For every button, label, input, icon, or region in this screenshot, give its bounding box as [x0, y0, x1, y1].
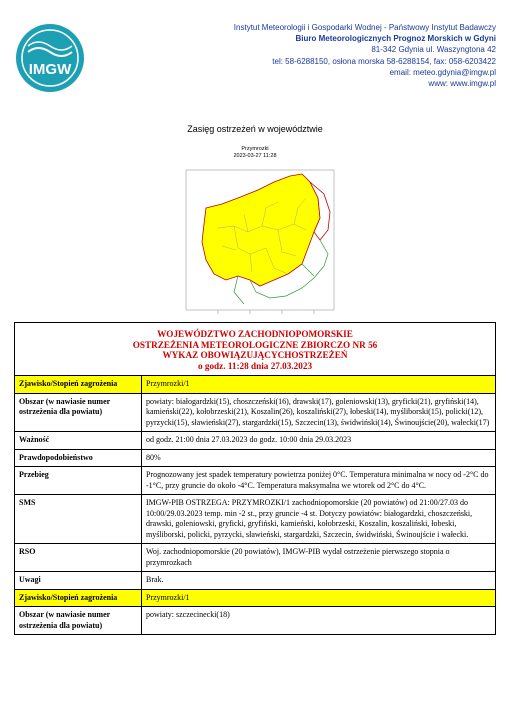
map-section-title: Zasięg ostrzeżeń w województwie	[187, 124, 323, 134]
institute-contact	[176, 22, 496, 89]
table-row	[15, 572, 496, 590]
address: 81-342 Gdynia ul. Waszyngtona 42	[371, 45, 496, 55]
table-row	[15, 607, 496, 635]
title-line: WOJEWÓDZTWO ZACHODNIOPOMORSKIE	[157, 329, 353, 339]
row-label: RSO	[15, 544, 142, 572]
table-row	[15, 376, 496, 394]
table-row	[15, 467, 496, 495]
table-row	[15, 393, 496, 432]
row-label: Uwagi	[15, 572, 142, 590]
row-value: IMGW-PIB OSTRZEGA: PRZYMROZKI/1 zachodniopomorskie (20 powiatów) od 21:00/27.03 do 10:00/29.03.2023 temp. min -2 st., przy gruncie -4 st. Dotyczy powiatów: białogardzki, choszczeński, drawski, goleniowski, gryficki, gryfiński, kamieński, kołobrzeski, Koszalin, koszaliński, łobeski, myśliborski, policki, pyrzycki, sławieński, stargardzki, Szczecin, świdwiński, Świnoujście i wałecki.	[142, 495, 496, 544]
email-link[interactable]: email: meteo.gdynia@imgw.pl	[389, 67, 496, 77]
table-row	[15, 589, 496, 607]
row-label: Zjawisko/Stopień zagrożenia	[15, 589, 142, 607]
table-row	[15, 495, 496, 544]
row-label: Zjawisko/Stopień zagrożenia	[15, 376, 142, 394]
title-line: OSTRZEŻENIA METEOROLOGICZNE ZBIORCZO NR 56	[132, 339, 378, 350]
row-value: Woj. zachodniopomorskie (20 powiatów), IMGW-PIB wydał ostrzeżenie pierwszego stopnia o przymrozkach	[142, 544, 496, 572]
row-label: Obszar (w nawiasie numer ostrzeżenia dla powiatu)	[15, 393, 142, 432]
row-value: Prognozowany jest spadek temperatury powietrza poniżej 0°C. Temperatura minimalna w nocy od -2°C do -1°C, przy gruncie do około -4°C. Temperatura maksymalna we wtorek od 2°C do 4°C.	[142, 467, 496, 495]
imgw-logo	[14, 22, 86, 94]
warning-map	[178, 168, 338, 318]
row-value: Brak.	[142, 572, 496, 590]
row-label: SMS	[15, 495, 142, 544]
warning-table	[14, 322, 496, 635]
warning-title	[15, 323, 496, 376]
table-row	[15, 544, 496, 572]
title-line: WYKAZ OBOWIĄZUJĄCYCHOSTRZEŻEŃ	[162, 350, 348, 360]
row-value: Przymrozki/1	[142, 376, 496, 394]
map-datetime: 2023-03-27 11:28	[233, 153, 277, 159]
row-label: Obszar (w nawiasie numer ostrzeżenia dla powiatu)	[15, 607, 142, 635]
row-value: od godz. 21:00 dnia 27.03.2023 do godz. 10:00 dnia 29.03.2023	[142, 432, 496, 450]
table-row	[15, 449, 496, 467]
row-label: Przebieg	[15, 467, 142, 495]
page-header	[0, 0, 510, 110]
row-value: 80%	[142, 449, 496, 467]
row-value: powiaty: szczecinecki(18)	[142, 607, 496, 635]
title-line: o godz. 11:28 dnia 27.03.2023	[197, 360, 313, 371]
row-label: Ważność	[15, 432, 142, 450]
map-phenomenon: Przymrozki	[241, 146, 269, 152]
bureau-name: Biuro Meteorologicznych Prognoz Morskich w Gdyni	[295, 34, 496, 44]
row-value: Przymrozki/1	[142, 589, 496, 607]
www-link[interactable]: www: www.imgw.pl	[428, 79, 496, 89]
row-value: powiaty: białogardzki(15), choszczeński(16), drawski(17), goleniowski(13), gryficki(21), gryfiński(14), kamieński(22), kołobrzeski(21), Koszalin(26), koszaliński(27), łobeski(14), myśliborski(15), policki(12), pyrzycki(15), sławieński(27), stargardzki(15), Szczecin(13), świdwiński(14), Świnoujście(20), wałecki(17)	[142, 393, 496, 432]
table-row	[15, 432, 496, 450]
logo-text: IMGW	[28, 61, 72, 78]
institute-name: Instytut Meteorologii i Gospodarki Wodnej - Państwowy Instytut Badawczy	[233, 23, 496, 32]
phone: tel: 58-6288150, osłona morska 58-6288154, fax: 058-6203422	[272, 56, 496, 66]
row-label: Prawdopodobieństwo	[15, 449, 142, 467]
